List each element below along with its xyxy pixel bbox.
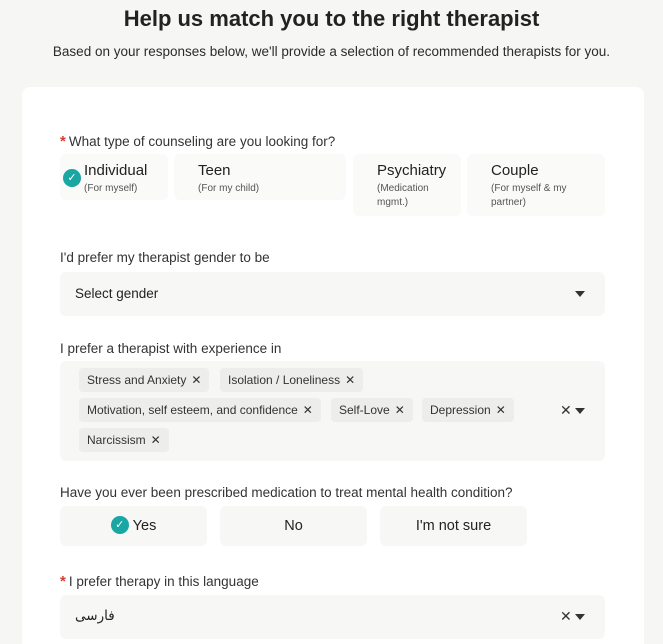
close-icon[interactable]: ✕ [150,433,161,447]
option-teen[interactable] [174,154,346,200]
medication-option-not-sure-label: I'm not sure [415,518,492,534]
language-select[interactable] [60,595,605,639]
caret-down-icon [575,614,585,620]
close-icon[interactable]: ✕ [345,373,356,387]
close-icon[interactable]: ✕ [302,403,313,417]
close-icon[interactable]: ✕ [560,608,572,624]
language-select-value: فارسی [75,608,115,623]
tag-isolation-loneliness [220,368,363,392]
tag-label: Isolation / Loneliness [228,373,341,387]
option-couple-title: Couple [491,162,539,179]
option-individual[interactable] [60,154,168,200]
check-circle-icon: ✓ [63,169,81,187]
close-icon[interactable]: ✕ [560,402,572,418]
medication-option-not-sure[interactable] [380,506,527,546]
tag-self-love [331,398,413,422]
counseling-type-label-text: What type of counseling are you looking for? [68,134,336,149]
caret-down-icon [575,291,585,297]
experience-label: I prefer a therapist with experience in [60,341,282,356]
tag-label: Narcissism [87,433,146,447]
option-psychiatry[interactable] [353,154,461,216]
page-title: Help us match you to the right therapist [123,6,540,31]
option-couple-sub: (For myself & my partner) [491,183,567,208]
required-mark: * [60,573,66,590]
tag-stress-and-anxiety [79,368,209,392]
tag-depression [422,398,514,422]
gender-select[interactable] [60,272,605,316]
option-psychiatry-title: Psychiatry [377,162,447,179]
close-icon[interactable]: ✕ [191,373,202,387]
tag-motivation [79,398,321,422]
caret-down-icon [575,408,585,414]
tag-label: Motivation, self esteem, and confidence [87,403,298,417]
page-subtitle: Based on your responses below, we'll provide a selection of recommended therapists for you. [52,44,611,59]
medication-label: Have you ever been prescribed medication to treat mental health condition? [60,485,513,500]
tag-narcissism [79,428,169,452]
counseling-type-label [60,133,335,150]
option-couple[interactable] [467,154,605,216]
required-mark: * [60,133,66,150]
close-icon[interactable]: ✕ [394,403,405,417]
language-label-text: I prefer therapy in this language [68,574,259,589]
gender-label: I'd prefer my therapist gender to be [60,250,270,265]
option-individual-sub: (For myself) [84,183,138,194]
tag-label: Self-Love [339,403,390,417]
medication-option-yes-label: Yes [132,518,157,534]
tag-label: Stress and Anxiety [87,373,187,387]
gender-select-value: Select gender [75,286,159,301]
option-individual-title: Individual [84,162,148,179]
tag-label: Depression [430,403,491,417]
option-teen-sub: (For my child) [198,183,260,194]
medication-option-no[interactable] [220,506,367,546]
option-psychiatry-sub: (Medication mgmt.) [377,183,429,208]
medication-option-yes[interactable] [60,506,207,546]
medication-option-no-label: No [284,518,303,534]
close-icon[interactable]: ✕ [495,403,506,417]
language-label [60,573,259,590]
option-teen-title: Teen [198,162,231,179]
check-circle-icon: ✓ [111,516,129,534]
